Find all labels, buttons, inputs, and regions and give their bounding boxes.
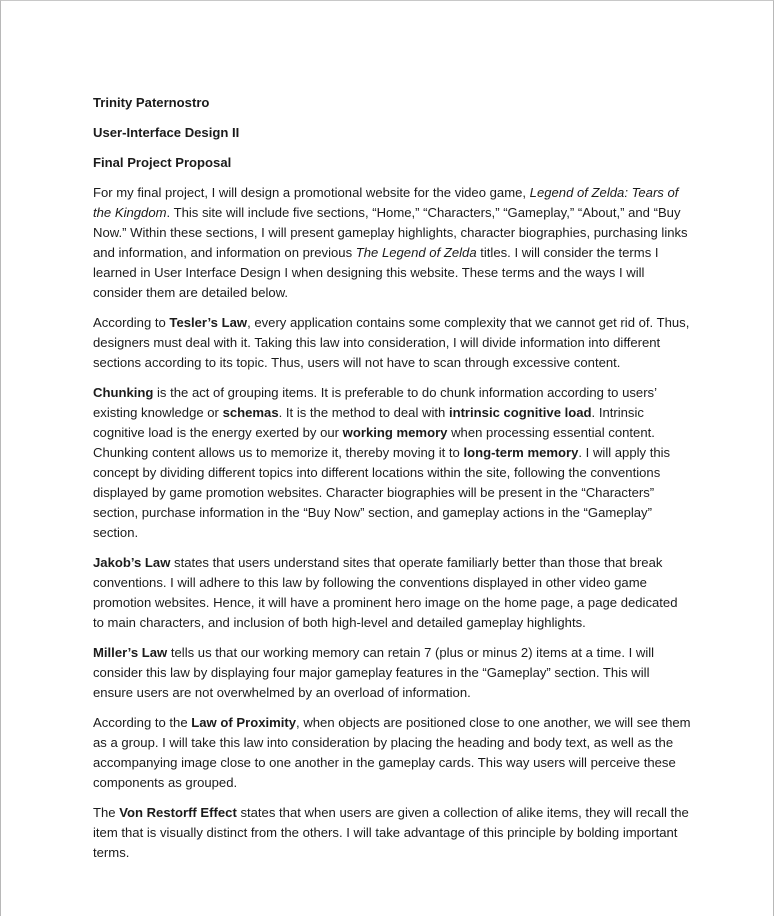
text-run: According to the xyxy=(93,715,192,730)
term-proximity: Law of Proximity xyxy=(191,715,297,730)
document-title: Final Project Proposal xyxy=(93,155,232,170)
text-run: For my final project, I will design a promotional website for the video game, xyxy=(93,185,530,200)
text-run: when processing essential content. Chunking content allows us to memorize it, thereby moving it to xyxy=(93,425,655,460)
text-run: According to xyxy=(93,315,170,330)
paragraph-intro xyxy=(93,183,691,303)
paragraph-restorff xyxy=(93,803,691,863)
author-name: Trinity Paternostro xyxy=(93,95,210,110)
text-run: titles. I will consider the terms I learned in User Interface Design I when designing this website. These terms and the ways I will consider them are detailed below. xyxy=(93,245,659,300)
term-von-restorff: Von Restorff Effect xyxy=(119,805,237,820)
course-name: User-Interface Design II xyxy=(93,125,240,140)
text-run: , every application contains some complexity that we cannot get rid of. Thus, designers must deal with it. Taking this law into consideration, I will divide information into different sections according to its topic. Thus, users will not have to scan through excessive content. xyxy=(93,315,690,370)
text-run: . I will apply this concept by dividing different topics into different locations within the site, following the conventions displayed by game promotion websites. Character biographies will be present in the “Characters” section, purchase information in the “Buy Now” section, and gameplay actions in the “Gameplay” section. xyxy=(93,445,671,540)
term-schemas: schemas xyxy=(222,405,279,420)
term-jakob: Jakob’s Law xyxy=(93,555,171,570)
series-title: The Legend of Zelda xyxy=(355,245,477,260)
paragraph-miller xyxy=(93,643,691,703)
text-run: . It is the method to deal with xyxy=(278,405,449,420)
paragraph-tesler xyxy=(93,313,691,373)
paragraph-proximity xyxy=(93,713,691,793)
term-tesler: Tesler’s Law xyxy=(169,315,248,330)
text-run: . This site will include five sections, “Home,” “Characters,” “Gameplay,” “About,” and “Buy Now.” Within these sections, I will present gameplay highlights, character biographies, purchasing links and information, and information on previous xyxy=(93,205,688,260)
text-run: The xyxy=(93,805,120,820)
text-run: states that users understand sites that operate familiarly better than those that break conventions. I will adhere to this law by following the conventions displayed in other video game promotion websites. Hence, it will have a prominent hero image on the home page, a page dedicated to main characters, and inclusion of both high-level and detailed gameplay highlights. xyxy=(93,555,678,630)
term-long-term-memory: long-term memory xyxy=(463,445,579,460)
text-run: , when objects are positioned close to one another, we will see them as a group. I will take this law into consideration by placing the heading and body text, as well as the accompanying image close to one another in the gameplay cards. This way users will perceive these components as grouped. xyxy=(93,715,691,790)
text-run: states that when users are given a collection of alike items, they will recall the item that is visually distinct from the others. I will take advantage of this principle by bolding important terms. xyxy=(93,805,689,860)
term-intrinsic-load: intrinsic cognitive load xyxy=(448,405,592,420)
paragraph-chunking xyxy=(93,383,691,543)
text-run: tells us that our working memory can retain 7 (plus or minus 2) items at a time. I will consider this law by displaying four major gameplay features in the “Gameplay” section. This will ensure users are not overwhelmed by an overload of information. xyxy=(93,645,655,700)
term-working-memory: working memory xyxy=(342,425,448,440)
text-run: . Intrinsic cognitive load is the energy exerted by our xyxy=(93,405,644,440)
term-miller: Miller’s Law xyxy=(93,645,168,660)
paragraph-jakob xyxy=(93,553,691,633)
term-chunking: Chunking xyxy=(93,385,154,400)
document-body xyxy=(93,93,691,873)
game-title: Legend of Zelda: Tears of the Kingdom xyxy=(93,185,679,220)
text-run: is the act of grouping items. It is preferable to do chunk information according to users’ existing knowledge or xyxy=(93,385,657,420)
